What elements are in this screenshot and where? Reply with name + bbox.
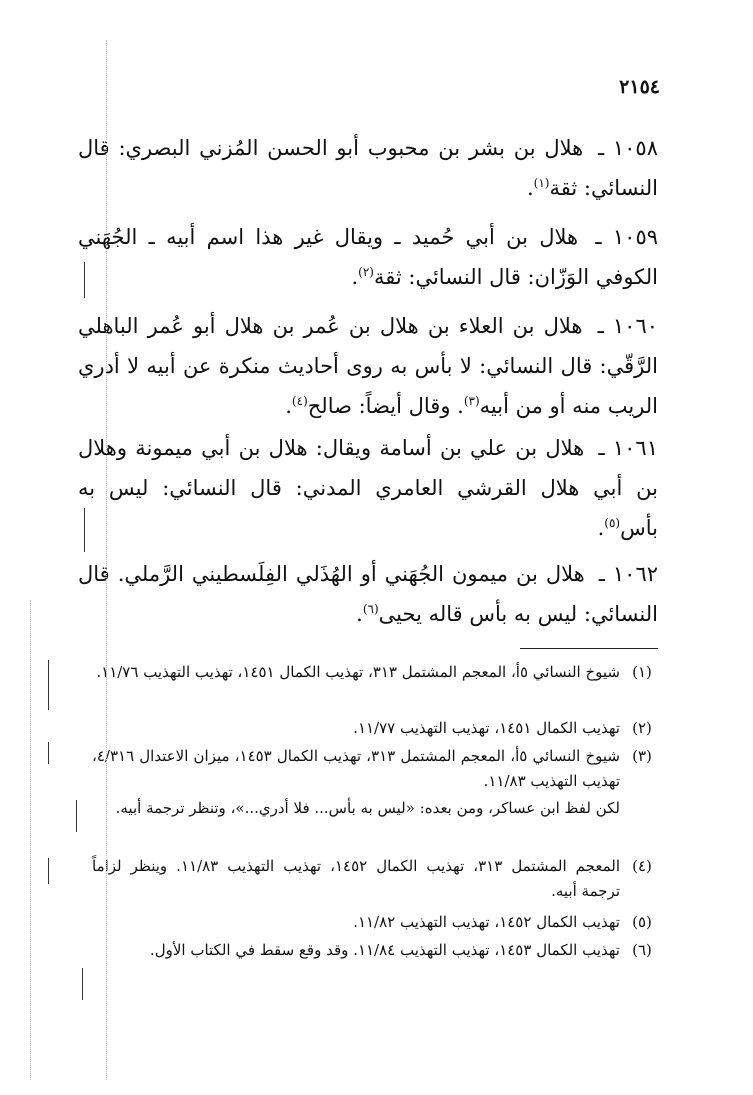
footnote-ref[interactable]: (٦) [362,602,379,616]
footnote-text: المعجم المشتمل ٣١٣، تهذيب الكمال ١٤٥٢، تهذيب التهذيب ١١/٨٣. وينظر لزاماً ترجمة أبيه. [92,857,620,900]
footnote-number: (٣) [632,747,652,765]
footnote-text: تهذيب الكمال ١٤٥٢، تهذيب التهذيب ١١/٨٢. [353,913,620,931]
footnote-number: (٥) [632,913,652,931]
footnote-text: شيوخ النسائي ٥أ، المعجم المشتمل ٣١٣، تهذيب الكمال ١٤٥١، تهذيب التهذيب ١١/٧٦. [96,663,620,681]
entry-number: ١٠٥٩ ـ [595,225,659,249]
footnote-number: (١) [632,663,652,681]
entry-text: هلال بن أبي حُميد ـ ويقال غير هذا اسم أبيه ـ الجُهَني الكوفي الوَزّان: قال النسائي: ثقة [78,225,658,289]
footnote-number: (٢) [632,719,652,737]
footnote-3 [92,744,654,794]
entry-end: . [285,394,292,418]
scan-mark [48,742,49,764]
entry-end: . [526,176,534,200]
entry-end: . [356,602,363,626]
scan-dotted-line [106,40,107,1080]
scan-mark [76,800,77,832]
footnote-ref[interactable]: (٣) [463,394,480,408]
entry-text: هلال بن بشر بن محبوب أبو الحسن المُزني البصري: قال النسائي: ثقة [78,136,658,200]
footnote-ref[interactable]: (١) [533,176,550,190]
entry-text: هلال بن علي بن أسامة ويقال: هلال بن أبي ميمونة وهلال بن أبي هلال القرشي العامري المدني: قال النسائي: ليس به بأس [78,436,658,540]
entry-1061 [78,428,658,548]
scan-mark [82,968,83,1000]
entry-text-continued: . وقال أيضاً: صالح [307,394,464,418]
footnote-1 [92,660,654,685]
footnote-ref[interactable]: (٥) [604,516,621,530]
entry-number: ١٠٥٨ ـ [597,136,658,160]
footnote-3-continuation: لكن لفظ ابن عساكر، ومن بعده: «ليس به بأس... فلا أدري...»، وتنظر ترجمة أبيه. [115,799,620,817]
entry-1060 [78,306,658,426]
footnote-2 [92,716,654,741]
entry-1059 [78,217,658,297]
scan-mark [84,262,85,298]
entry-number: ١٠٦٢ ـ [598,562,659,586]
entry-1058 [78,128,658,208]
footnote-separator [520,648,658,649]
scan-mark [48,660,49,710]
entry-1062 [78,554,658,634]
entry-number: ١٠٦١ ـ [598,436,658,460]
scan-mark [48,858,49,884]
entry-end: . [597,516,605,540]
entry-number: ١٠٦٠ ـ [597,314,659,338]
footnote-6 [92,938,654,963]
entry-text: هلال بن العلاء بن هلال بن عُمر بن هلال أبو عُمر الباهلي الرَّقّي: قال النسائي: لا بأس به روى أحاديث منكرة عن أبيه لا أدري الريب منه أو من أبيه [78,314,658,418]
page-number: ٢١٥٤ [619,76,660,98]
scan-dotted-line [30,600,31,1080]
footnote-4 [92,854,654,904]
footnote-text: تهذيب الكمال ١٤٥١، تهذيب التهذيب ١١/٧٧. [353,719,620,737]
footnote-number: (٦) [632,941,652,959]
footnote-number: (٤) [632,857,652,875]
footnote-5 [92,910,654,935]
entry-end: . [351,265,359,289]
footnote-text: تهذيب الكمال ١٤٥٣، تهذيب التهذيب ١١/٨٤. وقد وقع سقط في الكتاب الأول. [149,941,620,959]
footnote-text: شيوخ النسائي ٥أ، المعجم المشتمل ٣١٣، تهذيب الكمال ١٤٥٣، ميزان الاعتدال ٤/٣١٦، تهذيب التهذيب ١١/٨٣. [92,747,620,790]
footnote-ref[interactable]: (٤) [291,394,308,408]
footnote-ref[interactable]: (٢) [358,265,374,279]
entry-text: هلال بن ميمون الجُهَني أو الهُذَلي الفِلَسطيني الرَّملي. قال النسائي: ليس به بأس قاله يحيى [78,562,658,626]
scan-mark [84,508,85,552]
